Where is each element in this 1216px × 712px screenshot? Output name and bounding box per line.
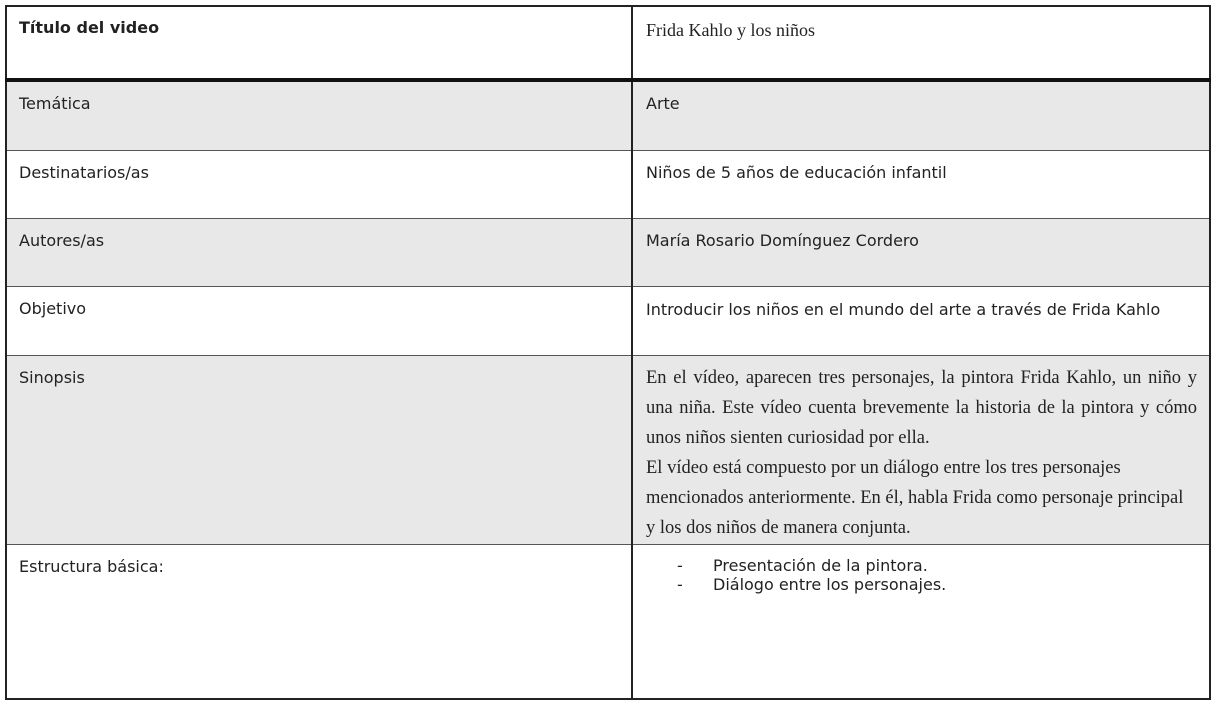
- list-item: [677, 575, 1197, 594]
- authors-label: Autores/as: [6, 219, 632, 287]
- theme-value: Arte: [632, 80, 1210, 151]
- structure-cell: [632, 545, 1210, 700]
- structure-row: [6, 545, 1210, 700]
- title-label: Título del video: [6, 6, 632, 80]
- list-item: [677, 556, 1197, 575]
- structure-item-1: Presentación de la pintora.: [713, 556, 928, 575]
- audience-label: Destinatarios/as: [6, 151, 632, 219]
- objective-row: [6, 287, 1210, 356]
- title-row: [6, 6, 1210, 80]
- dash-bullet-icon: -: [677, 556, 683, 575]
- objective-label: Objetivo: [6, 287, 632, 356]
- objective-value: Introducir los niños en el mundo del arte a través de Frida Kahlo: [646, 300, 1161, 319]
- structure-list: [646, 556, 1197, 594]
- audience-value: Niños de 5 años de educación infantil: [632, 151, 1210, 219]
- synopsis-cell: [632, 356, 1210, 545]
- theme-row: [6, 80, 1210, 151]
- theme-label: Temática: [6, 80, 632, 151]
- synopsis-text: [646, 363, 1197, 543]
- audience-row: [6, 151, 1210, 219]
- objective-cell: [632, 287, 1210, 356]
- title-value: Frida Kahlo y los niños: [632, 6, 1210, 80]
- synopsis-label: Sinopsis: [6, 356, 632, 545]
- synopsis-paragraph-1: En el vídeo, aparecen tres personajes, la pintora Frida Kahlo, un niño y una niña. Este vídeo cuenta brevemente la historia de la pintora y cómo unos niños sienten curiosidad por ella.: [646, 368, 1197, 448]
- structure-label: Estructura básica:: [6, 545, 632, 700]
- synopsis-row: [6, 356, 1210, 545]
- structure-item-2: Diálogo entre los personajes.: [713, 575, 947, 594]
- authors-row: [6, 219, 1210, 287]
- dash-bullet-icon: -: [677, 575, 683, 594]
- authors-value: María Rosario Domínguez Cordero: [632, 219, 1210, 287]
- video-info-table: [5, 5, 1211, 700]
- synopsis-paragraph-2: El vídeo está compuesto por un diálogo entre los tres personajes mencionados anteriormente. En él, habla Frida como personaje principal y los dos niños de manera conjunta.: [646, 458, 1184, 538]
